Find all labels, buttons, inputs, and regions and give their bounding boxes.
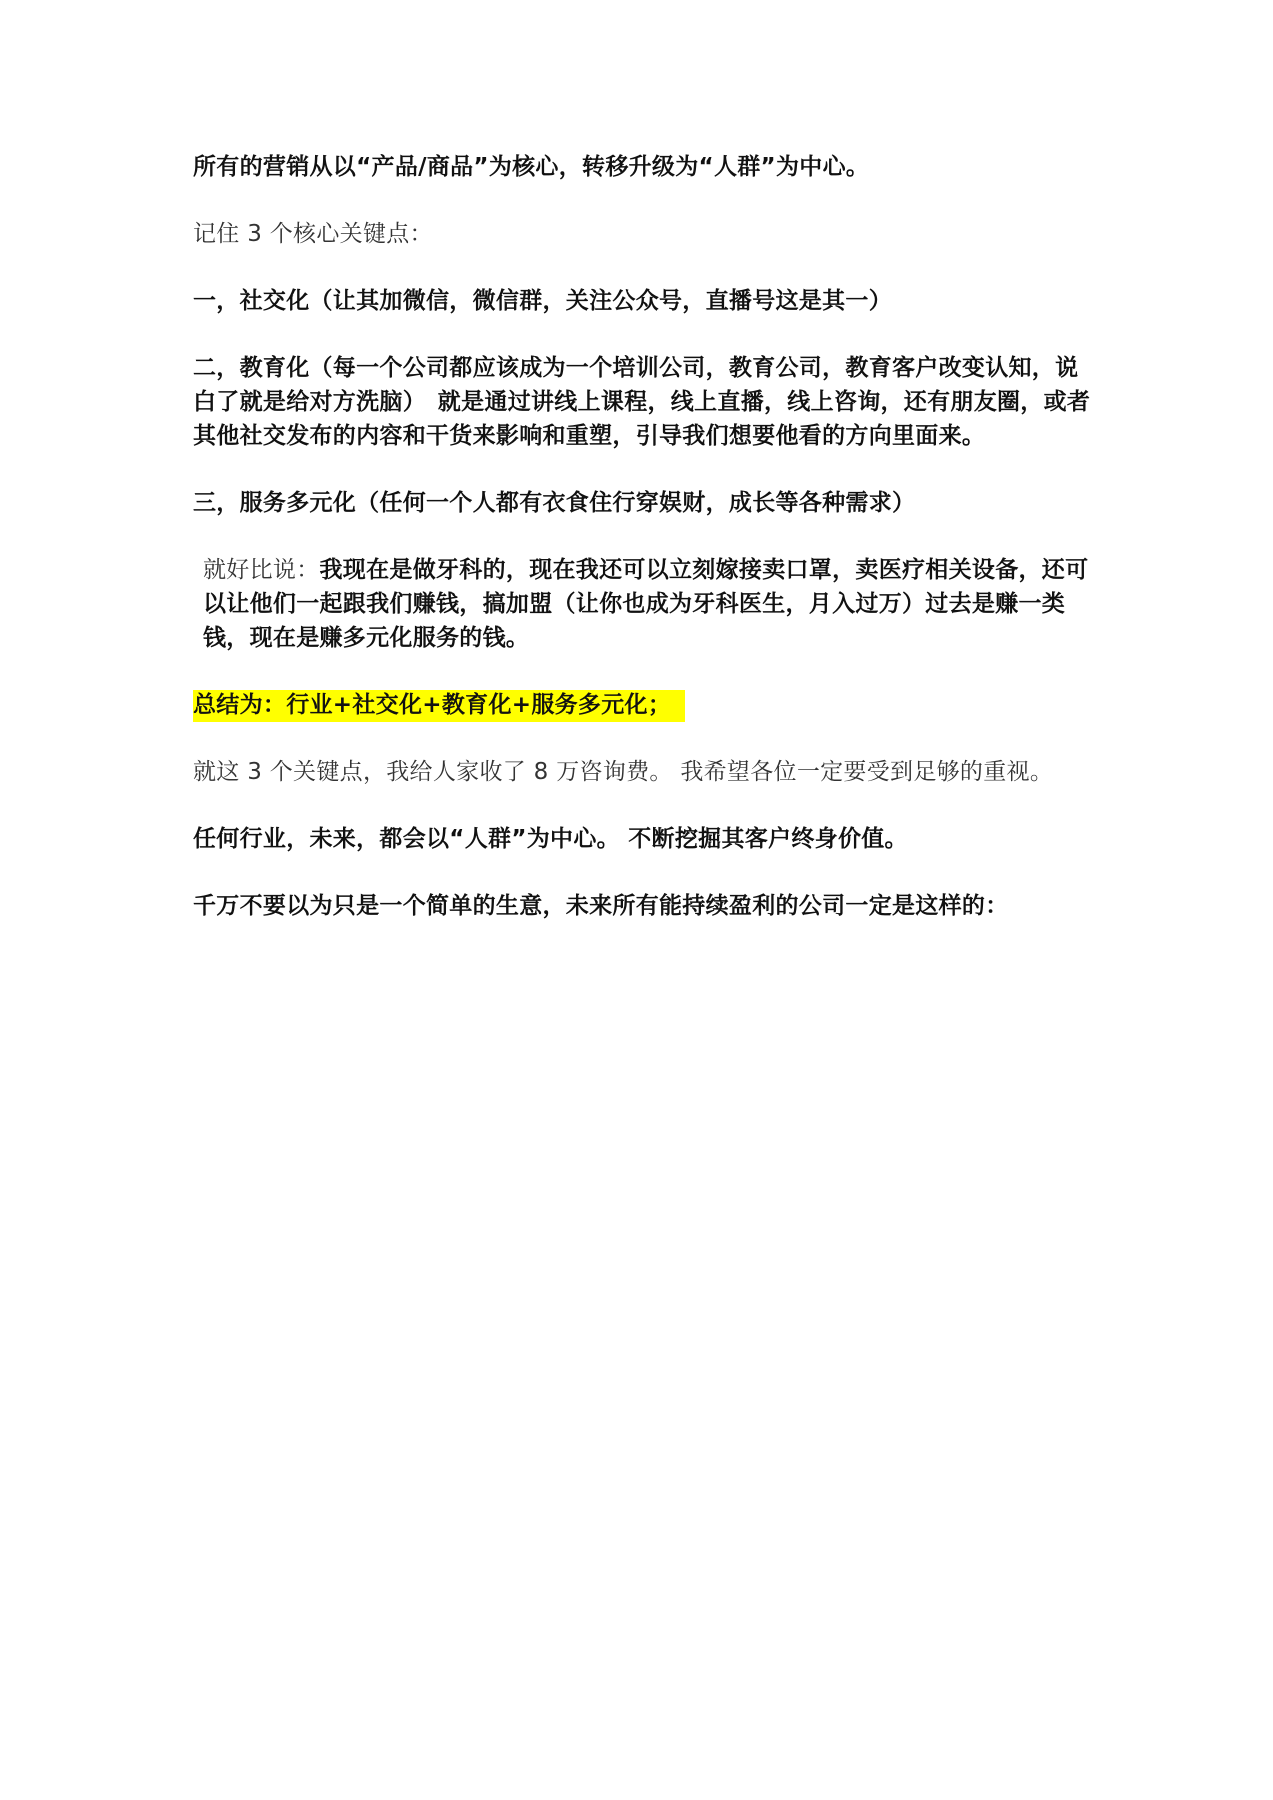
example-body: 我现在是做牙科的，现在我还可以立刻嫁接卖口罩，卖医疗相关设备，还可以让他们一起跟我们赚钱，搞加盟（让你也成为牙科医生，月入过万）过去是赚一类钱，现在是赚多元化服务的钱。 <box>203 557 1089 651</box>
paragraph-point-2: 二，教育化（每一个公司都应该成为一个培训公司，教育公司，教育客户改变认知，说白了就是给对方洗脑） 就是通过讲线上课程，线上直播，线上咨询，还有朋友圈，或者其他社交发布的内容和干货来影响和重塑，引导我们想要他看的方向里面来。 <box>193 355 1091 449</box>
summary-highlight: 总结为：行业+社交化+教育化+服务多元化； <box>193 690 685 722</box>
paragraph-point-1: 一，社交化（让其加微信，微信群，关注公众号，直播号这是其一） <box>193 288 892 314</box>
paragraph-key-points-heading: 记住 3 个核心关键点： <box>193 221 433 247</box>
paragraph-future: 任何行业，未来，都会以“人群”为中心。 不断挖掘其客户终身价值。 <box>193 826 908 852</box>
paragraph-consulting-fee: 就这 3 个关键点，我给人家收了 8 万咨询费。 我希望各位一定要受到足够的重视。 <box>193 759 1054 785</box>
document-body <box>193 150 1093 956</box>
example-lead: 就好比说： <box>203 557 320 583</box>
paragraph-example <box>193 553 1093 655</box>
paragraph-intro: 所有的营销从以“产品/商品”为核心，转移升级为“人群”为中心。 <box>193 154 870 180</box>
paragraph-point-3: 三，服务多元化（任何一个人都有衣食住行穿娱财，成长等各种需求） <box>193 490 916 516</box>
paragraph-conclusion: 千万不要以为只是一个简单的生意，未来所有能持续盈利的公司一定是这样的： <box>193 893 1009 919</box>
paragraph-summary <box>193 688 1093 722</box>
